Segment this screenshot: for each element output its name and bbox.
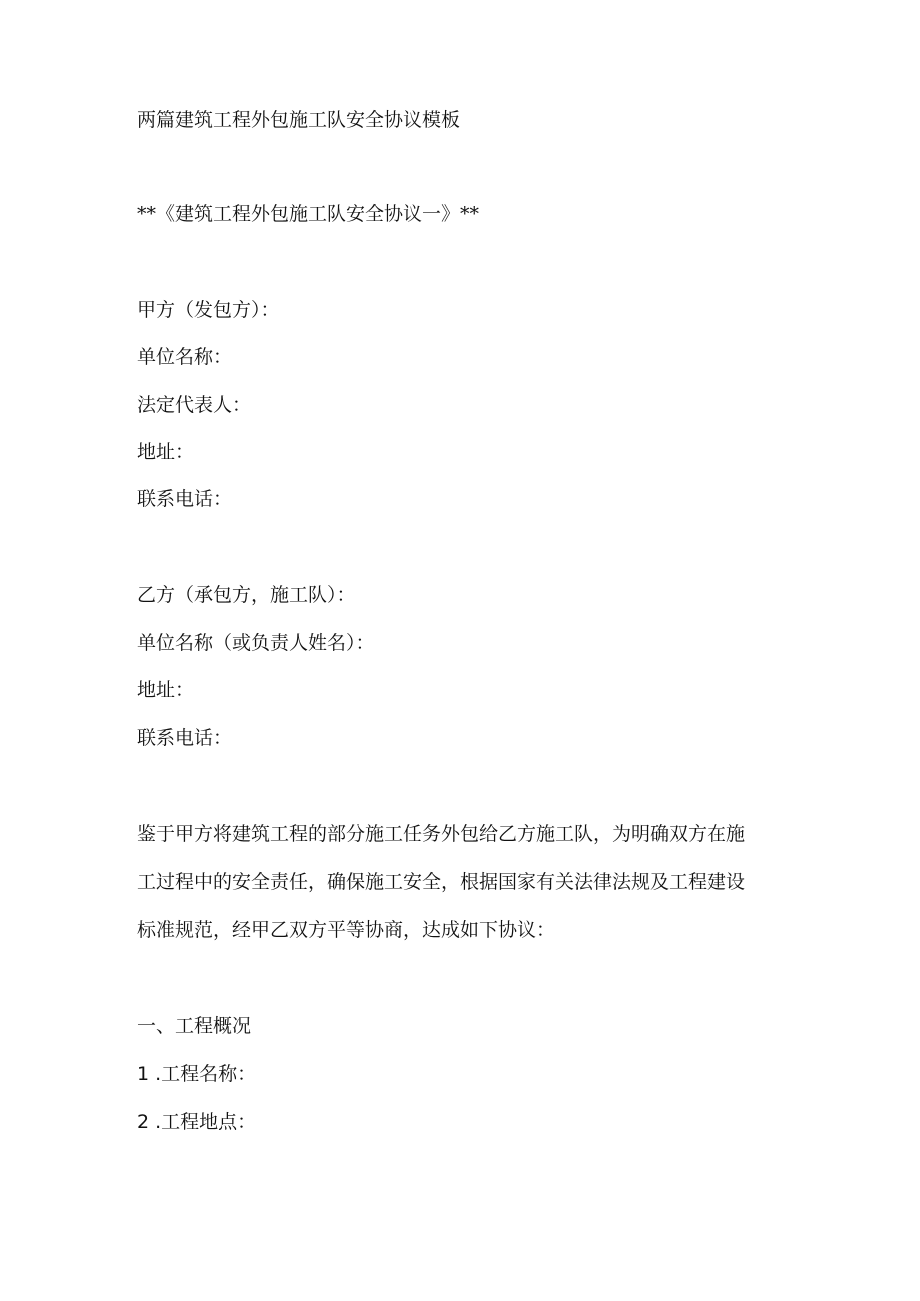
preamble-line: 标准规范，经甲乙双方平等协商，达成如下协议： <box>137 919 556 941</box>
project-name-item: 1 .工程名称： <box>137 1063 257 1085</box>
agreement-subtitle: **《建筑工程外包施工队安全协议一》** <box>137 203 480 225</box>
party-a-heading: 甲方（发包方）： <box>137 299 280 321</box>
section-heading: 一、工程概况 <box>137 1015 252 1037</box>
party-a-phone: 联系电话： <box>137 488 233 510</box>
document-title: 两篇建筑工程外包施工队安全协议模板 <box>137 109 461 131</box>
preamble-line: 鉴于甲方将建筑工程的部分施工任务外包给乙方施工队，为明确双方在施 <box>137 823 746 845</box>
party-b-address: 地址： <box>137 679 195 701</box>
project-location-item: 2 .工程地点： <box>137 1111 257 1133</box>
party-b-unit-name: 单位名称（或负责人姓名）： <box>137 632 375 654</box>
preamble-line: 工过程中的安全责任，确保施工安全，根据国家有关法律法规及工程建设 <box>137 871 746 893</box>
party-a-address: 地址： <box>137 441 195 463</box>
party-b-phone: 联系电话： <box>137 727 233 749</box>
party-b-heading: 乙方（承包方，施工队）： <box>137 584 356 606</box>
party-a-unit-name: 单位名称： <box>137 346 233 368</box>
party-a-legal-rep: 法定代表人： <box>137 394 252 416</box>
